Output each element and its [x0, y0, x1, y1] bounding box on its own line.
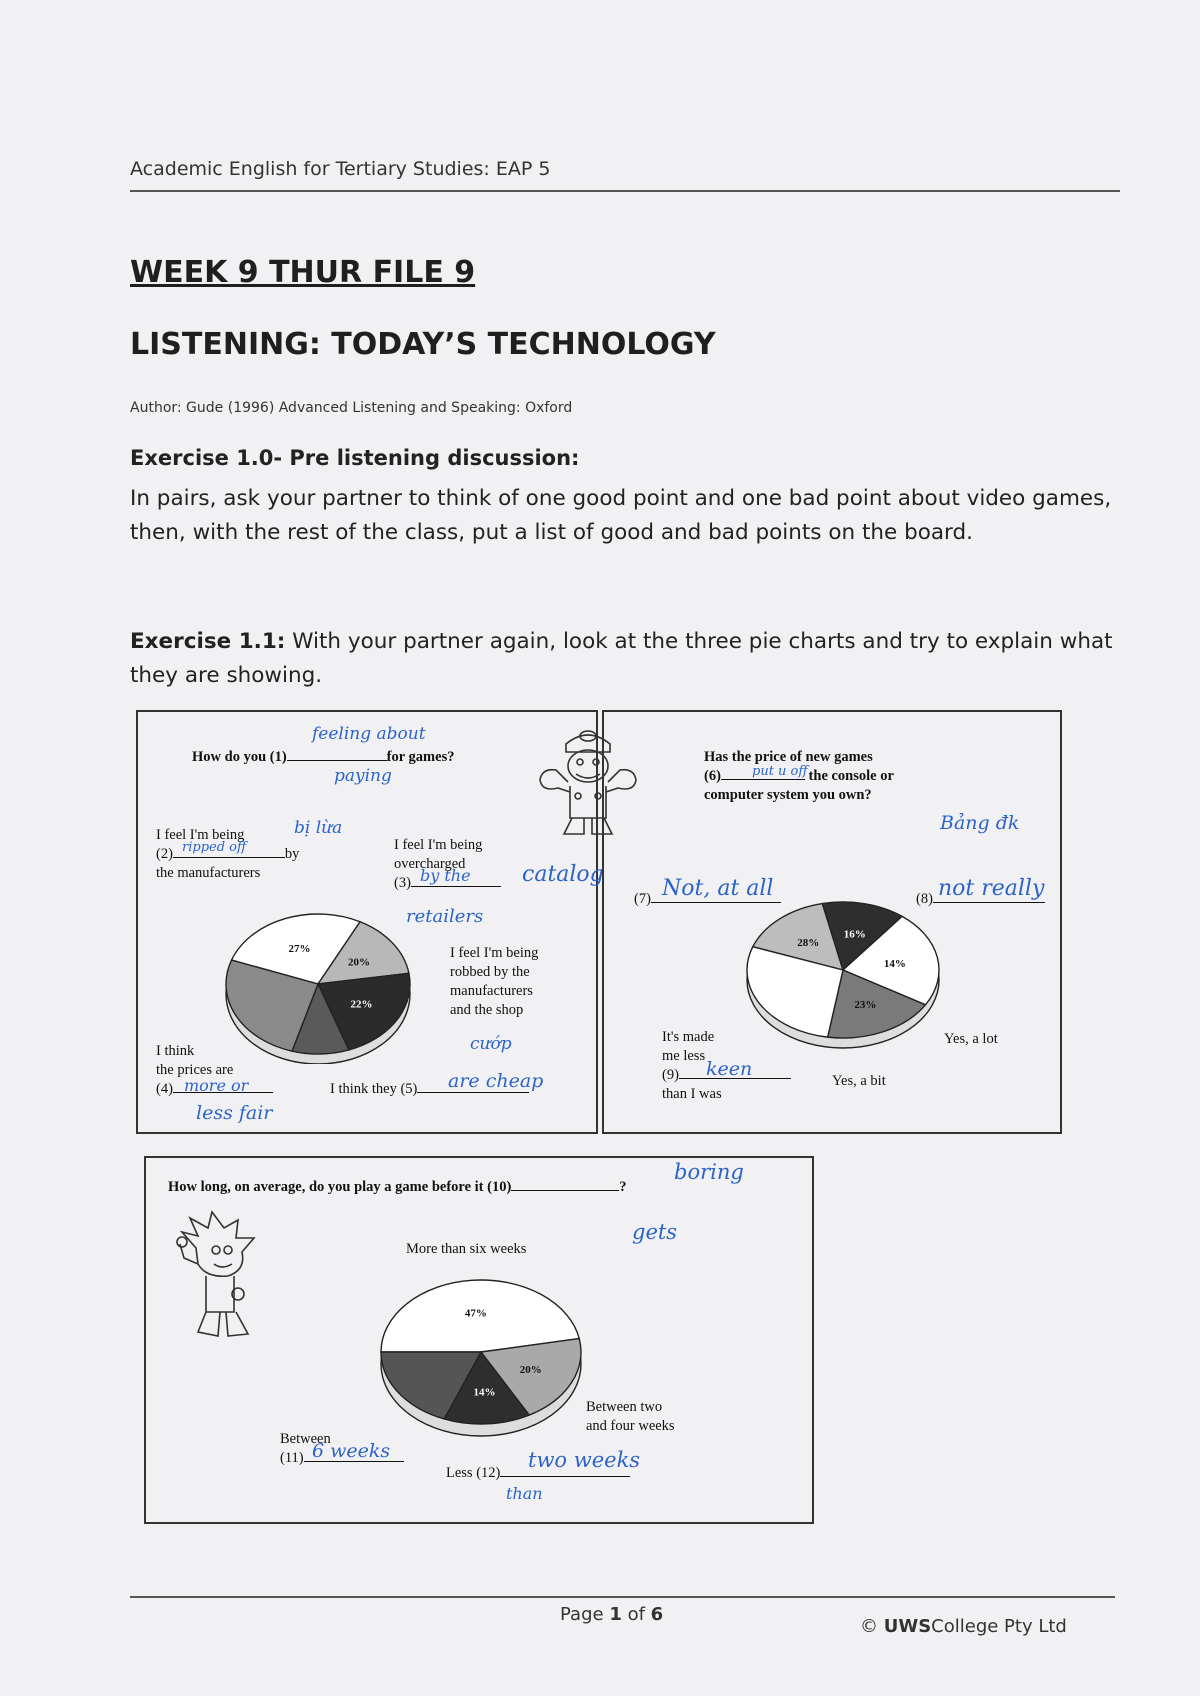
sonic-figure-icon — [176, 1208, 266, 1348]
label-4-line2: the prices are — [156, 1062, 234, 1078]
answer-1-top: feeling about — [312, 724, 426, 744]
note-6: Bảng đk — [940, 812, 1020, 834]
label-robbed-line3: manufacturers — [450, 983, 533, 999]
label-2-line3: the manufacturers — [156, 865, 261, 881]
label-9-line4: than I was — [662, 1086, 722, 1102]
course-header: Academic English for Tertiary Studies: EAP 5 — [130, 158, 551, 180]
box2-question-post: the console or — [808, 768, 894, 784]
copyright — [860, 1616, 1067, 1637]
pie-percent-label: 14% — [473, 1386, 496, 1399]
label-11-line1: Between — [280, 1431, 331, 1447]
note-2: bị lừa — [294, 818, 343, 838]
pie-percent-label: 22% — [350, 998, 373, 1011]
label-between-line1: Between two — [586, 1399, 663, 1415]
answer-8: not really — [938, 876, 1045, 901]
note-3: catalog — [522, 862, 604, 887]
footer-rule — [130, 1596, 1115, 1598]
pie-percent-label: 28% — [797, 936, 820, 949]
box2-question-line1: Has the price of new games — [704, 749, 873, 765]
label-between-line2: and four weeks — [586, 1418, 675, 1434]
label-12-pre: Less (12) — [446, 1465, 501, 1481]
answer-9: keen — [706, 1058, 753, 1080]
pie-percent-label: 27% — [288, 943, 311, 956]
exercise-1-1 — [130, 625, 1115, 693]
label-2-pre: (2) — [156, 846, 173, 862]
answer-10-b: gets — [632, 1220, 678, 1244]
label-9-line1: It's made — [662, 1029, 715, 1045]
label-8-pre: (8) — [916, 891, 933, 907]
page-current: 1 — [609, 1604, 622, 1625]
answer-3: by the — [420, 866, 471, 885]
copyright-symbol: © — [860, 1616, 884, 1637]
label-9-pre: (9) — [662, 1067, 679, 1083]
label-2-line1: I feel I'm being — [156, 827, 245, 843]
exercise-1-1-label: Exercise 1.1: — [130, 629, 286, 654]
label-robbed-line2: robbed by the — [450, 964, 530, 980]
page-mid: of — [621, 1604, 651, 1625]
pie-percent-label: 47% — [464, 1307, 487, 1320]
pie-percent-label: 20% — [519, 1363, 542, 1376]
answer-6: put u off — [752, 764, 808, 779]
listening-title: LISTENING: TODAY’S TECHNOLOGY — [130, 327, 716, 362]
answer-12: two weeks — [528, 1448, 641, 1472]
label-4-pre: (4) — [156, 1081, 173, 1097]
exercise-1-0-body: In pairs, ask your partner to think of one good point and one bad point about video games, then, with the rest of the class, put a list of good and bad points on the board. — [130, 486, 1112, 545]
box1-question-pre: How do you (1) — [192, 749, 287, 765]
label-robbed-line4: and the shop — [450, 1002, 524, 1018]
pie-percent-label: 23% — [854, 998, 877, 1011]
pie-percent-label: 20% — [348, 956, 371, 969]
label-7-pre: (7) — [634, 891, 651, 907]
answer-5: are cheap — [448, 1070, 544, 1092]
answer-4-a: more or — [184, 1076, 249, 1095]
label-9-line2: me less — [662, 1048, 706, 1064]
label-robbed-line1: I feel I'm being — [450, 945, 539, 961]
label-robbed — [450, 944, 538, 1020]
pie-box-1 — [136, 710, 604, 1134]
label-5-pre: I think they (5) — [330, 1081, 418, 1097]
pie-chart-1 — [218, 904, 418, 1064]
pie-percent-label: 14% — [883, 958, 906, 971]
box1-question — [192, 748, 454, 767]
pie-box-2 — [602, 710, 1062, 1134]
answer-2: ripped off — [182, 840, 247, 855]
box2-question-pre: (6) — [704, 768, 721, 784]
header-rule — [130, 190, 1120, 192]
note-cuop: cướp — [470, 1034, 512, 1054]
week-title: WEEK 9 THUR FILE 9 — [130, 255, 476, 290]
label-11-pre: (11) — [280, 1450, 304, 1466]
answer-11: 6 weeks — [312, 1440, 391, 1462]
answer-4-b: less fair — [196, 1102, 273, 1124]
box1-question-post: for games? — [386, 749, 455, 765]
exercise-1-1-body: With your partner again, look at the three pie charts and try to explain what they are showing. — [130, 629, 1113, 688]
label-more-six: More than six weeks — [406, 1241, 527, 1257]
exercise-1-0-title: Exercise 1.0- Pre listening discussion: — [130, 446, 580, 470]
author-line: Author: Gude (1996) Advanced Listening and Speaking: Oxford — [130, 400, 573, 416]
copyright-brand: UWS — [883, 1616, 932, 1637]
page-pre: Page — [560, 1604, 610, 1625]
label-4-line1: I think — [156, 1043, 195, 1059]
answer-1-bottom: paying — [334, 766, 392, 786]
box3-question-post: ? — [619, 1179, 627, 1195]
pie-box-3 — [144, 1156, 814, 1524]
answer-3-b: retailers — [406, 906, 484, 927]
box3-question — [168, 1178, 627, 1197]
box2-question-line3: computer system you own? — [704, 787, 872, 803]
pie-chart-3 — [366, 1254, 596, 1454]
label-3-line2: overcharged — [394, 856, 466, 872]
box3-question-pre: How long, on average, do you play a game before it (10) — [168, 1179, 512, 1195]
answer-7: Not, at all — [662, 876, 774, 901]
label-yes-lot: Yes, a lot — [944, 1031, 998, 1047]
label-3-pre: (3) — [394, 875, 411, 891]
pie-percent-label: 16% — [843, 928, 866, 941]
page-total: 6 — [650, 1604, 664, 1625]
answer-12-b: than — [506, 1484, 543, 1503]
label-yes-bit: Yes, a bit — [832, 1073, 886, 1089]
label-2-post: by — [284, 846, 300, 862]
label-between-two-four — [586, 1398, 675, 1436]
label-3-line1: I feel I'm being — [394, 837, 483, 853]
page-number — [560, 1604, 663, 1625]
answer-10: boring — [674, 1160, 744, 1184]
copyright-company: College Pty Ltd — [931, 1616, 1067, 1637]
